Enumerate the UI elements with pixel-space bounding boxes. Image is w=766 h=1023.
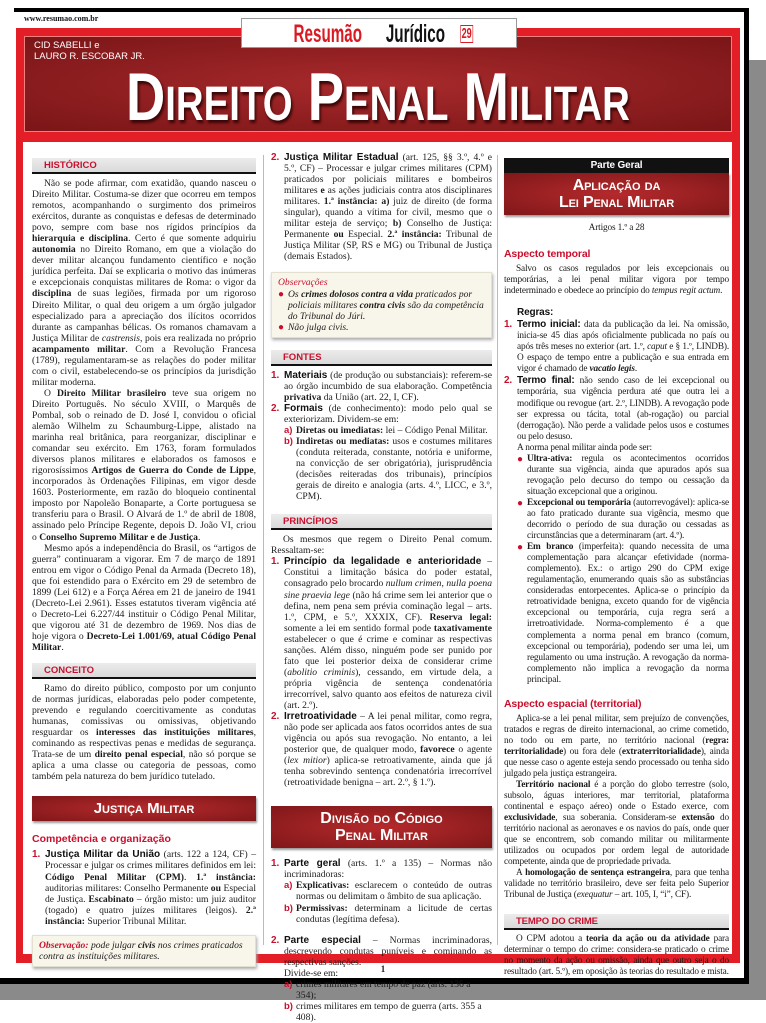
emphasis: extensão [681, 813, 715, 824]
column-divider [497, 155, 498, 945]
paragraph [504, 868, 729, 901]
item-text [296, 436, 492, 502]
text-run: , para que tenha validade no território brasileiro, deve ser feita pelo Superior Tribunal de Justiça ( [504, 868, 729, 901]
emphasis: Escabinato [88, 893, 134, 905]
bullet-icon: ● [278, 321, 285, 333]
item-number: 2. [504, 375, 513, 387]
text-run: (autorrevogável): aplica-se ao fato praticado durante sua vigência, mesmo que decorrido o período de sua duração ou cessadas as circunstâncias que a determinaram (art. 4.º). [527, 497, 729, 542]
item-title: Termo inicial: [517, 319, 581, 331]
text-run: . [197, 531, 201, 543]
bullet-text [527, 454, 729, 498]
paragraph [504, 780, 729, 868]
emphasis: tempus regit actum [651, 286, 721, 297]
emphasis: teoria da ação ou da atividade [586, 933, 710, 944]
item-title: Termo final: [517, 375, 575, 387]
banner-justica-militar: Justiça Militar [32, 796, 256, 821]
item-text [284, 711, 492, 788]
list-item [271, 935, 492, 968]
emphasis: homologação de sentença estrangeira [525, 868, 670, 879]
text-run: . [61, 641, 64, 653]
item-letter: a) [284, 880, 293, 892]
text-run: Não julga civis. [288, 321, 349, 333]
frame-top-line [14, 8, 746, 12]
text-run: (de produção ou substanciais): referem-se ao órgão incumbido de sua elaboração. Competência [284, 369, 492, 392]
text-run: ), ainda que nesse caso o agente esteja sendo processado ou tenha sido julgado pela justiça estrangeira. [504, 746, 729, 779]
text-run: não sendo caso de lei excepcional ou temporária, sua vigência perdura até que outra lei a modifique ou revogue (art. 2.º, LINDB). A revogação pode ser expressa ou tácita, total (ab-rogação) ou parcial (derrogação). Não perde a validade pelos usos e costumes ou pelo desuso. [517, 376, 730, 442]
item-text [284, 858, 492, 880]
text-run: de suas legiões, firmada por um rigoroso Direito Militar, o qual deu origem a um órgão julgador especializado para a apreciação dos ilícitos ocorridos durante as campanhas bélicas. Os romanos chamavam a Justiça Militar de [32, 288, 256, 344]
subheading-aspecto-temporal: Aspecto temporal [504, 248, 591, 261]
bullet-item [278, 289, 485, 322]
text-run: O [44, 387, 58, 399]
item-text: Divide-se em: [284, 967, 339, 979]
emphasis: civis [137, 939, 156, 951]
emphasis: Território nacional [516, 780, 591, 791]
emphasis: extraterritorialidade [621, 746, 701, 757]
page-title-text: Direito Penal Militar [126, 59, 630, 135]
text-run: Ramo do direito público, composto por um conjunto de normas jurídicas, elaboradas pelo poder competente, prevendo e regulando coercitivamente as condutas humanas, comissivas ou omissivas, objetivando resguardar os [32, 683, 256, 739]
bullet-text [288, 289, 485, 322]
section-heading-principios: PRINCÍPIOS [271, 514, 492, 530]
text-run: somente a lei em sentido formal pode [284, 622, 434, 634]
banner-divisao-codigo [271, 806, 492, 848]
text-run: e § 1.º, LINDB). O espaço de tempo entre a publicação e sua entrada em vigor é chamado de [517, 342, 729, 375]
text-run: – Normas incriminadoras, descrevendo condutas puníveis e cominando as respectivas sanções. [284, 934, 492, 968]
text-run: Superior Tribunal Militar. [84, 915, 187, 927]
emphasis: exclusividade [504, 813, 556, 824]
item-title: Justiça Militar da União [45, 849, 161, 861]
text-run: ) ou fora dele ( [563, 746, 622, 757]
list-item [271, 370, 492, 403]
column-2 [271, 152, 492, 1023]
emphasis: abolitio criminis [287, 666, 356, 678]
section-heading-historico: HISTÓRICO [32, 158, 256, 174]
emphasis: caput [647, 342, 667, 353]
text-run: Especial. [343, 229, 388, 241]
emphasis: 1.ª instância: [196, 871, 256, 883]
page-number: 1 [380, 964, 386, 974]
text-run: (de conhecimento): modo pelo qual se exteriorizam. Dividem-se em: [284, 402, 492, 425]
text-run: (arts. 1.º a 135) – Normas não incriminadoras: [284, 858, 492, 881]
text-run: nos crimes praticados contra as instituições militares. [39, 939, 243, 962]
sub-list-item [284, 903, 492, 925]
bullet-item [278, 322, 485, 333]
item-text [284, 403, 492, 425]
item-title: Princípio da legalidade e anterioridade [284, 556, 482, 568]
logo-red-word: Resumão [293, 20, 362, 48]
item-title: Irretroatividade [284, 711, 357, 723]
emphasis: Excepcional ou temporária [527, 497, 631, 508]
emphasis: e [320, 185, 325, 197]
item-text [45, 849, 256, 926]
text-run: , cominando as respectivas penas e medidas de segurança. Trata-se de um [32, 727, 257, 761]
text-run: regula os acontecimentos ocorridos durante sua vigência, ainda que apurados após sua revogação pelo decurso do tempo ou cessação da situação excepcional que a originou. [527, 453, 729, 497]
paragraph: Os mesmos que regem o Direito Penal comum. Ressaltam-se: [271, 534, 492, 557]
text-run: data da publicação da lei. Na omissão, inicia-se 45 dias após oficialmente publicada no país ou após três meses no exterior (art. 1.º, [517, 320, 729, 353]
bullet-item [517, 542, 729, 686]
text-run: Mesmo após a independência do Brasil, os “artigos de guerra” continuaram a vigorar. Em 7 de março de 1891 entrou em vigor o Código Penal da Armada (Decreto 18), que foi estendido para o Exército em 29 de setembro de 1899 (Lei 612) e a Força Aérea em 21 de janeiro de 1941 (Decreto-Lei 2.961). Esses estatutos tiveram vigência até o Decreto-Lei 6.227/44 instituir o Código Penal Militar, que vigorou até 31 de dezembro de 1969. Nos dias de hoje vigora o [32, 542, 256, 642]
list-item [504, 375, 729, 442]
text-run: o agente ( [284, 744, 492, 767]
page-title [24, 58, 732, 136]
list-item [271, 403, 492, 425]
emphasis: Indiretas ou mediatas: [296, 435, 390, 447]
banner-line: Divisão do Código [320, 810, 443, 828]
emphasis: disciplina [32, 288, 72, 300]
text-run: ) aplica-se retroativamente, ainda que já tenha sobrevindo sentença condenatória irrecorrível (retroatividade benigna – art. 2.º, § 1.º). [284, 755, 493, 789]
frame-right-gray [749, 60, 766, 1000]
logo-black-word: Jurídico [385, 20, 445, 48]
bullet-icon: ● [517, 453, 523, 465]
item-number: 2. [271, 402, 280, 414]
item-title: Materiais [284, 369, 328, 381]
emphasis: castrensis [101, 332, 140, 344]
emphasis: Em branco [527, 542, 574, 553]
column-3 [504, 152, 729, 978]
list-item [504, 319, 729, 375]
emphasis: Explicativas: [296, 880, 350, 892]
emphasis: direito penal especial [94, 749, 183, 761]
item-text [296, 425, 492, 436]
sub-list-item [284, 1001, 492, 1023]
list-item [32, 849, 256, 926]
emphasis: Reserva legal: [429, 611, 492, 623]
text-run: A [516, 868, 526, 879]
observation-box [32, 935, 256, 967]
emphasis: Artigos de Guerra do Conde de Lippe [91, 465, 254, 477]
logo-number: 29 [461, 25, 472, 42]
item-number: 1. [271, 858, 280, 870]
subheading-competencia: Competência e organização [32, 833, 171, 846]
bullet-text [527, 542, 729, 686]
text-run: – Constitui a limitação básica do poder estatal, consagrado pelo brocardo [284, 556, 492, 590]
emphasis: lex mitior [287, 755, 327, 767]
text-run: praticados por policiais militares [288, 288, 473, 311]
emphasis: 2.ª instância: [387, 229, 442, 241]
text-run: crimes militares em tempo de guerra (arts. 355 a 408). [296, 1000, 482, 1023]
banner-aplicacao [504, 173, 729, 215]
text-run: no Direito Romano, em que a violação do dever militar alcançou fundamento científico e noção jurídica perfeita. Daí se explicaria o motivo das inúmeras e excepcionais conquistas militares de Roma: o vigor da [32, 244, 256, 289]
banner-line: Aplicação da [572, 177, 661, 194]
item-number: 1. [504, 319, 513, 331]
text-run: é a porção do globo terrestre (solo, subsolo, águas interiores, mar territorial, plataforma continental e espaço aéreo) onde o Estado exerce, com [504, 780, 730, 813]
item-letter: b) [284, 902, 293, 914]
paragraph [32, 543, 256, 653]
item-text [517, 375, 729, 442]
column-1 [32, 152, 256, 975]
emphasis: ou [333, 229, 344, 241]
emphasis: favorece [420, 744, 455, 756]
text-run: Especial de Justiça. [45, 882, 256, 905]
text-run: ), cessando, em virtude dela, a própria vigência de sentença condenatória irrecorrível, salvo quanto aos efeitos de natureza civil (art. 2.º). [284, 666, 492, 711]
column-divider [263, 155, 264, 945]
emphasis: 1.ª instância: a) [323, 196, 390, 208]
banner-line: Penal Militar [334, 827, 428, 845]
item-text [284, 370, 492, 403]
text-run: da União (art. 22, I, CF). [321, 391, 419, 403]
text-run: lei – Código Penal Militar. [383, 424, 488, 436]
bullet-icon: ● [517, 497, 523, 509]
item-text [284, 935, 492, 968]
emphasis: contra civis [359, 299, 406, 311]
text-run: , não só porque se aplica a uma classe ou categoria de pessoas, como também pela natureza do bem jurídico tutelado. [32, 749, 256, 783]
text-run: O CPM adotou a [516, 933, 587, 944]
text-run: (não há crime sem lei anterior que o defina, nem pena sem prévia cominação legal – arts. 1.º, CPM, e 5.º, XXXIX, CF). [284, 589, 492, 623]
text-run: . [720, 286, 723, 297]
emphasis: crimes dolosos contra a vida [301, 288, 413, 300]
author-line: CID SABELLI e [34, 40, 100, 51]
emphasis: nullum crimen, nulla poena sine praevia lege [284, 578, 492, 601]
text-run: Não se pode afirmar, com exatidão, quando nasceu o Direito Militar. Costuma-se dizer que ocorreu em tempos remotos, acompanhando o surgimento dos primeiros exércitos, durante as conquistas e defesas de determinado povo, sempre com base nos rígidos princípios da [32, 178, 256, 234]
author-line: LAURO R. ESCOBAR JR. [34, 51, 145, 62]
text-run: (arts. 122 a 124, CF) – Processar e julgar os crimes militares definidos em lei: [45, 849, 257, 872]
paragraph [504, 714, 729, 780]
emphasis: autonomia [32, 244, 76, 256]
bullet-text [288, 322, 349, 333]
bullet-item [517, 498, 729, 542]
paragraph [32, 178, 256, 388]
text-run: Aplica-se a lei penal militar, sem prejuízo de convenções, tratados e regras de direito internacional, ao crime cometido, no todo ou em parte, no território nacional ( [504, 713, 729, 746]
text-run: (art. 125, §§ 3.º, 4.º e 5.º, CF) – Processar e julgar crimes militares (CPM) praticados por policiais militares e bombeiros militares [284, 152, 493, 197]
list-item [271, 556, 492, 711]
emphasis: taxativamente [433, 622, 492, 634]
text-run: pode julgar [88, 939, 138, 951]
item-letter: a) [284, 978, 293, 990]
observations-box [271, 272, 492, 337]
text-run: teve sua origem no Direito Português. No século XVIII, o Marquês de Pombal, sob o reinado de D. José I, convidou o oficial alemão Wilhelm zu Schaumburg-Lippe, alistado na marinha real britânica, para reorganizar, disciplinar e comandar seu exército. Em 1763, foram formulados diversos planos militares e elaborados os famosos e rigorosíssimos [32, 387, 256, 477]
emphasis: Observação: [39, 939, 89, 951]
item-title: Parte geral [284, 858, 341, 870]
text-run: (imperfeita): quando necessita de uma complementação para alcançar efetividade (norma-complemento). Ex.: o artigo 290 do CPM exige regulamentação, enumerando quais são as substâncias consideradas entorpecentes. Aplica-se o princípio da retroatividade benigna, exceto quando for de vigência excepcional ou temporária, cuja regra será a irretroatividade. Norma-complemento é a que complementa a norma penal em branco (comum, excepcional ou temporária), podendo ser uma lei, um regulamento ou uma instrução. A revogação da norma-complemento não implica a revogação da norma principal. [527, 542, 730, 685]
item-text [296, 880, 492, 902]
series-logo [241, 18, 517, 48]
text-run: para determinar o tempo do crime: considera-se praticado o crime no momento da ação ou omissão, ainda que outro seja o do resultado (art. 5.º), em oposição às teorias do resultado e mista. [504, 933, 729, 977]
emphasis: Direito Militar brasileiro [57, 387, 167, 399]
item-letter: b) [284, 435, 293, 447]
paragraph [32, 388, 256, 543]
text-run: determinam a licitude de certas condutas (legítima defesa). [296, 902, 492, 925]
sub-list-item [284, 880, 492, 902]
banner-line: Lei Penal Militar [558, 194, 675, 211]
bullet-item [517, 454, 729, 498]
emphasis: b) [392, 218, 402, 230]
text-run: Tribunal de Justiça Militar (SP, RS e MG) ou Tribunal de Justiça (demais Estados). [284, 229, 492, 263]
part-label: Parte Geral [504, 158, 729, 173]
item-letter: b) [284, 1000, 293, 1012]
sub-list-item [284, 979, 492, 1001]
item-title: Parte especial [284, 934, 361, 946]
item-title: Justiça Militar Estadual [284, 152, 399, 163]
emphasis: ou [210, 882, 221, 894]
text-run: crimes militares em tempo de paz (arts. 136 a 354); [296, 978, 471, 1001]
item-text [296, 903, 492, 925]
item-number: 2. [271, 152, 280, 163]
emphasis: acampamento militar [32, 343, 126, 355]
text-run: , sua soberania. Consideram-se [555, 813, 682, 824]
item-text: A norma penal militar ainda pode ser: [517, 442, 652, 453]
text-run: . [634, 364, 638, 375]
text-run: . [183, 871, 197, 883]
emphasis: privativa [284, 391, 322, 403]
text-run: – A lei penal militar, como regra, não pode ser aplicada aos fatos ocorridos antes de sua vigência ou após sua revogação. No entanto, a lei posterior que, de qualquer modo, [284, 711, 492, 756]
observations-title: Observações [278, 277, 328, 289]
list-item [271, 152, 492, 262]
emphasis: Código Penal Militar (CPM) [45, 871, 184, 883]
emphasis: regra: territorialidade [504, 735, 729, 757]
text-run: – art. 105, I, “i”, CF). [612, 890, 692, 901]
item-number: 1. [32, 849, 41, 861]
item-number: 1. [271, 556, 280, 568]
item-number: 2. [271, 934, 280, 946]
articles-range: Artigos 1.º a 28 [588, 223, 645, 233]
item-text [284, 556, 492, 711]
bullet-text [527, 498, 729, 542]
text-run: . Com a Revolução Francesa (1789), regulamentaram-se as relações do poder militar com o civil, estabelecendo-se os princípios da jurisdição militar moderna. [32, 343, 256, 388]
text-run: , incorporados às Ordenações Filipinas, em vigor desde 1603. Posteriormente, em razão do bloqueio continental imposto por Napoleão Bonaparte, a Corte portuguesa se transferiu para o Brasil. O Alvará de 1.º de abril de 1808, assinado pelo Príncipe Regente, depois D. João VI, criou o [32, 465, 256, 543]
emphasis: 2.ª instância: [45, 904, 256, 927]
text-run: do território nacional as aeronaves e os navios do país, onde quer que se encontrem, sob comando militar ou militarmente utilizados ou ocupados por ordem legal de autoridade competente, ainda que de propriedade privada. [504, 813, 730, 868]
site-url: www.resumao.com.br [24, 14, 99, 23]
bullet-icon: ● [278, 288, 285, 300]
paragraph [32, 683, 256, 782]
emphasis: Ultra-ativa: [527, 453, 573, 464]
text-run: Os [288, 288, 302, 300]
list-item [271, 711, 492, 788]
sub-list-item [284, 436, 492, 502]
text-run: . Certo é que somente adquiriu [128, 233, 257, 245]
item-letter: a) [284, 424, 293, 436]
bullet-icon: ● [517, 542, 523, 554]
section-heading-fontes: FONTES [271, 350, 492, 366]
text-run: são da competência do Tribunal do Júri. [288, 299, 484, 322]
paragraph [504, 264, 729, 297]
emphasis: Permissivas: [296, 902, 348, 914]
emphasis: exequatur [576, 890, 613, 901]
item-text [517, 319, 729, 375]
text-run: juiz de direito (de forma singular), quando a vítima for civil, mesmo que o militar esteja de serviço; [284, 196, 492, 230]
item-text [284, 152, 492, 262]
text-run: , pois era realizada no próprio [139, 332, 257, 344]
text-run: esclarecem o conteúdo de outras normas ou delimitam o âmbito de sua aplicação. [296, 880, 492, 903]
emphasis: Diretas ou imediatas: [296, 424, 384, 436]
text-run: as ações judiciais contra atos disciplinares militares. [284, 185, 493, 208]
item-text [296, 979, 492, 1001]
text-run: Salvo os casos regulados por leis excepcionais ou temporárias, a lei penal militar vigora por tempo indeterminado e obedece ao princípio do [504, 264, 729, 297]
section-heading-tempo-crime: TEMPO DO CRIME [504, 914, 729, 930]
text-run: – órgão misto: um juiz auditor (togado) e quatro juízes militares (leigos). [45, 893, 256, 916]
item-title: Formais [284, 402, 323, 414]
emphasis: vacatio legis [589, 364, 635, 375]
list-item [271, 858, 492, 880]
item-number: 2. [271, 711, 280, 723]
emphasis: interesses das instituições militares [96, 727, 254, 739]
subheading-aspecto-espacial: Aspecto espacial (territorial) [504, 697, 642, 710]
emphasis: Decreto-Lei 1.001/69, atual Código Penal Militar [32, 630, 256, 653]
sub-list-item [284, 425, 492, 436]
section-heading-conceito: CONCEITO [32, 663, 256, 679]
text-run: Conselho de Justiça: Permanente [284, 218, 492, 241]
emphasis: Conselho Supremo Militar e de Justiça [39, 531, 198, 543]
emphasis: hierarquia e disciplina [32, 233, 129, 245]
item-text [296, 1001, 492, 1023]
text-run: auditorias militares: Conselho Permanente [45, 882, 211, 894]
rules-label: Regras: [517, 307, 554, 319]
text-run: estabelecer o que é crime e cominar as respectivas sanções. Além disso, ninguém pode ser punido por fato que lei posterior deixa de considerar crime ( [284, 633, 492, 678]
item-number: 1. [271, 369, 280, 381]
text-run: usos e costumes militares (conduta reiterada, constante, notória e uniforme, na convicção de ser obrigatória), jurisprudência (decisões reiteradas dos tribunais), princípios gerais de direito e analogia (arts. 4.º, LICC, e 3.º, CPM). [296, 435, 492, 503]
